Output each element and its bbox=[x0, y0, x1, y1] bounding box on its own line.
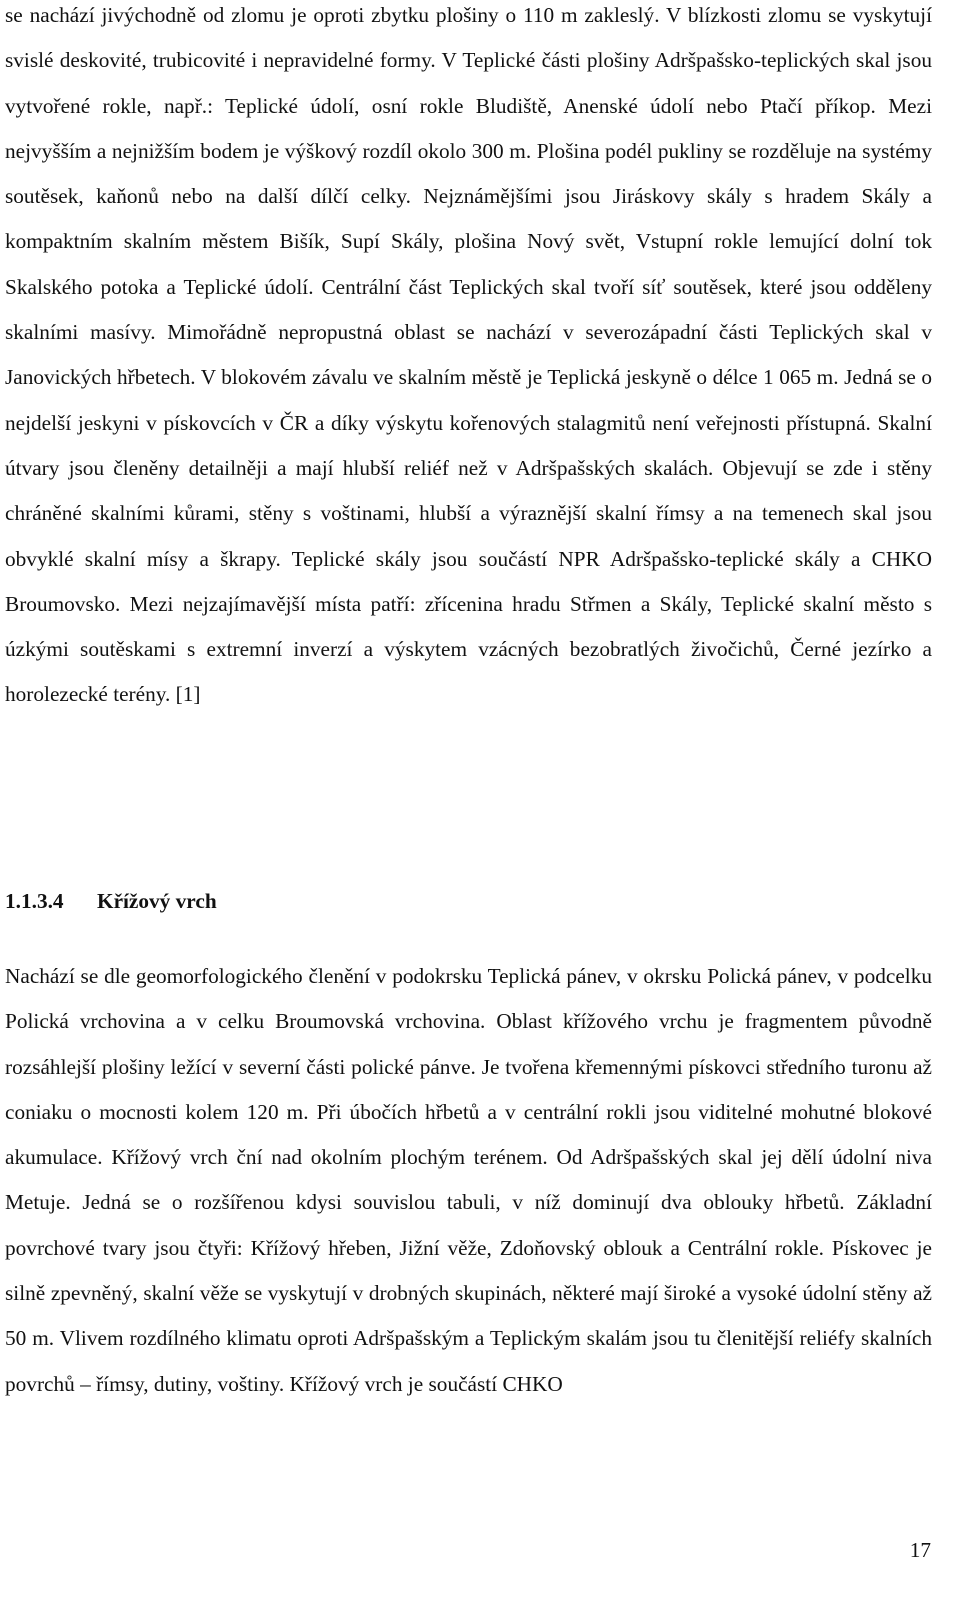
body-paragraph: Nachází se dle geomorfologického členění v podokrsku Teplická pánev, v okrsku Polická pánev, v podcelku Polická vrchovina a v celku Broumovská vrchovina. Oblast křížového vrchu je fragmentem původně rozsáhlejší plošiny ležící v severní části polické pánve. Je tvořena křemennými pískovci středního turonu až coniaku o mocnosti kolem 120 m. Při úbočích hřbetů a v centrální rokli jsou viditelné mohutné blokové akumulace. Křížový vrch ční nad okolním plochým terénem. Od Adršpašských skal jej dělí údolní niva Metuje. Jedná se o rozšířenou kdysi souvislou tabuli, v níž dominují dva oblouky hřbetů. Základní povrchové tvary jsou čtyři: Křížový hřeben, Jižní věže, Zdoňovský oblouk a Centrální rokle. Pískovec je silně zpevněný, skalní věže se vyskytují v drobných skupinách, některé mají široké a vysoké údolní stěny až 50 m. Vlivem rozdílného klimatu oproti Adršpašským a Teplickým skalám jsou tu členitější reliéfy skalních povrchů – římsy, dutiny, voštiny. Křížový vrch je součástí CHKO bbox=[5, 964, 932, 1396]
page-number: 17 bbox=[909, 1538, 931, 1562]
section-number: 1.1.3.4 bbox=[5, 889, 64, 913]
section-title: Křížový vrch bbox=[97, 889, 217, 913]
body-paragraph: se nachází jivýchodně od zlomu je oproti zbytku plošiny o 110 m zakleslý. V blízkosti zlomu se vyskytují svislé deskovité, trubicovité i nepravidelné formy. V Teplické části plošiny Adršpašsko-teplických skal jsou vytvořené rokle, např.: Teplické údolí, osní rokle Bludiště, Anenské údolí nebo Ptačí příkop. Mezi nejvyšším a nejnižším bodem je výškový rozdíl okolo 300 m. Plošina podél pukliny se rozděluje na systémy soutěsek, kaňonů nebo na další dílčí celky. Nejznámějšími jsou Jiráskovy skály s hradem Skály a kompaktním skalním městem Bišík, Supí Skály, plošina Nový svět, Vstupní rokle lemující dolní tok Skalského potoka a Teplické údolí. Centrální část Teplických skal tvoří síť soutěsek, které jsou odděleny skalními masívy. Mimořádně nepropustná oblast se nachází v severozápadní části Teplických skal v Janovických hřbetech. V blokovém závalu ve skalním městě je Teplická jeskyně o délce 1 065 m. Jedná se o nejdelší jeskyni v pískovcích v ČR a díky výskytu kořenových stalagmitů není veřejnosti přístupná. Skalní útvary jsou členěny detailněji a mají hlubší reliéf než v Adršpašských skalách. Objevují se zde i stěny chráněné skalními kůrami, stěny s voštinami, hlubší a výraznější skalní římsy a na temenech skal jsou obvyklé skalní mísy a škrapy. Teplické skály jsou součástí NPR Adršpašsko-teplické skály a CHKO Broumovsko. Mezi nejzajímavější místa patří: zřícenina hradu Střmen a Skály, Teplické skalní město s úzkými soutěskami s extremní inverzí a výskytem vzácných bezobratlých živočichů, Černé jezírko a horolezecké terény. [1] bbox=[5, 3, 932, 707]
section-heading bbox=[5, 881, 217, 921]
